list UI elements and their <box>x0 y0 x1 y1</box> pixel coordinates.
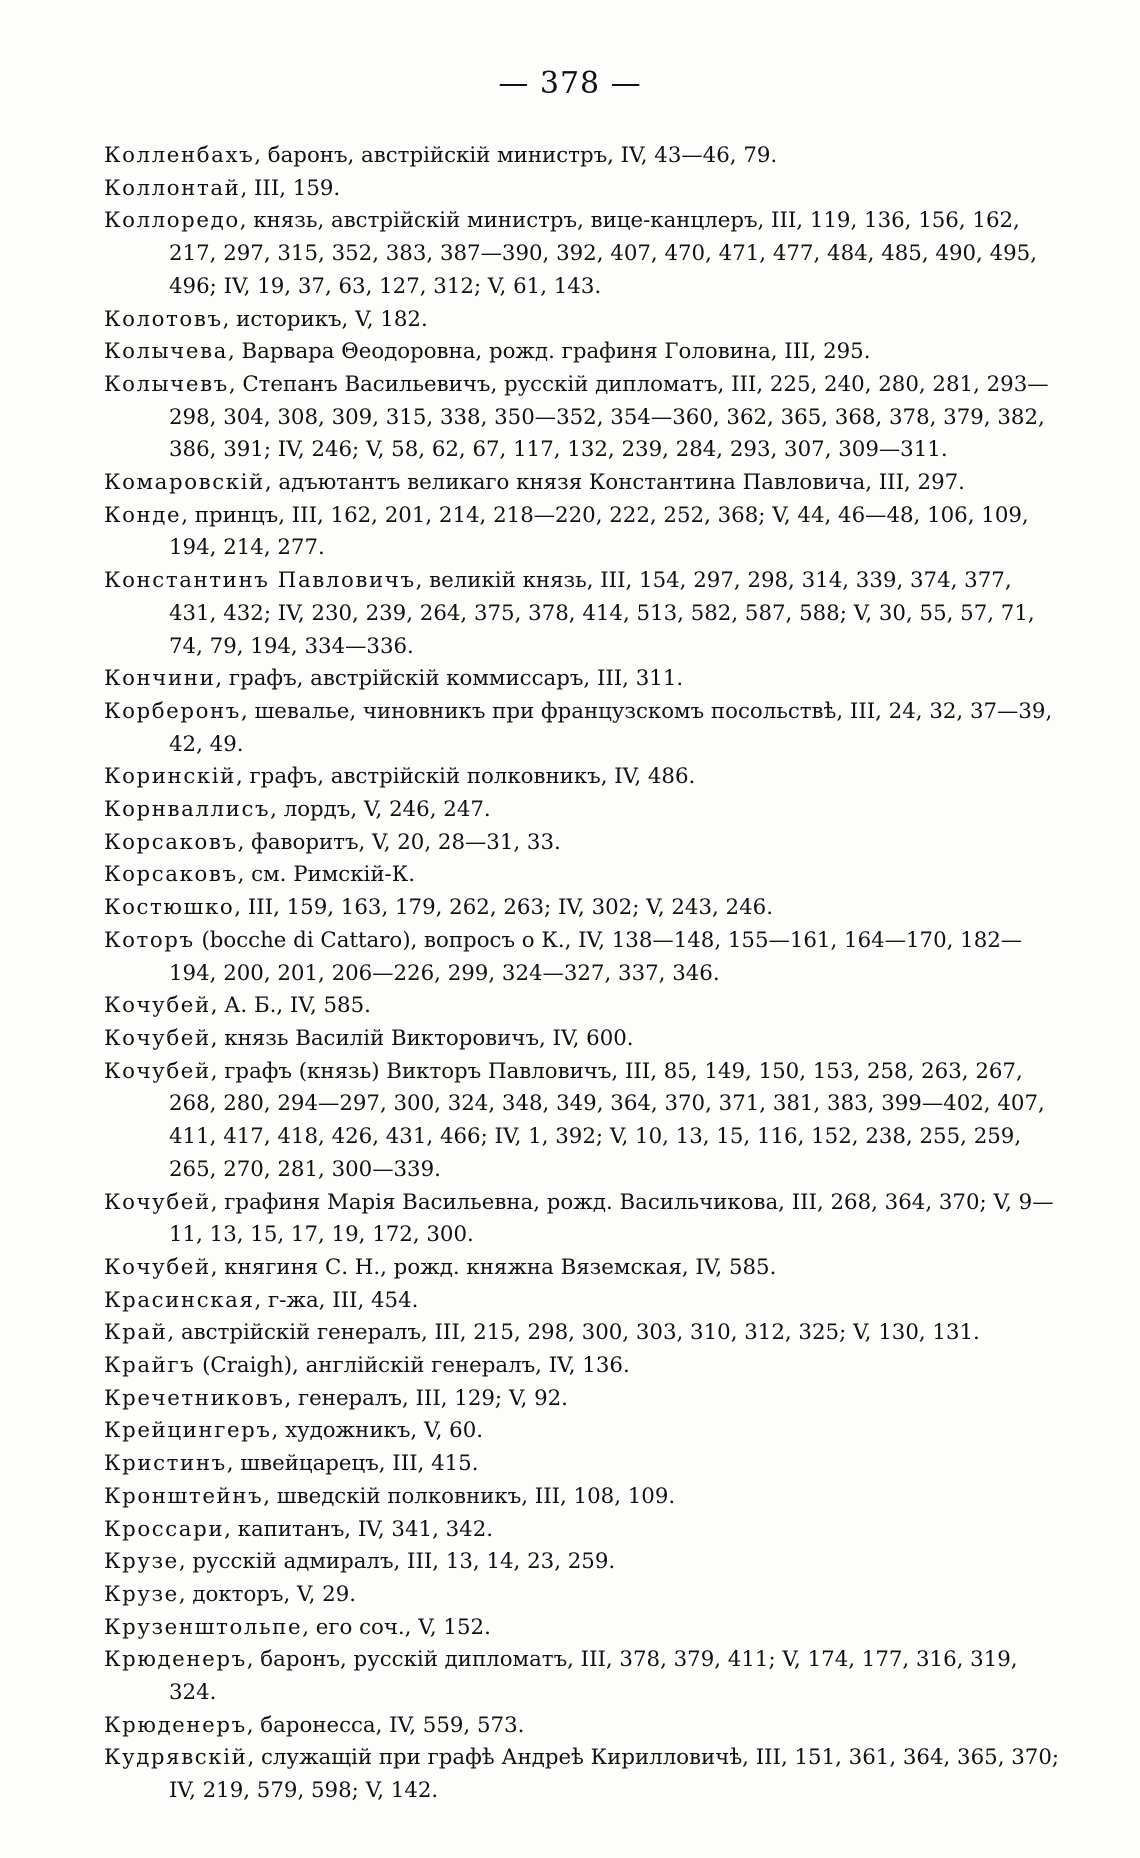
entry-references: , Варвара Θеодоровна, рожд. графиня Головина, III, 295. <box>227 339 871 365</box>
page-number: — 378 — <box>498 66 642 101</box>
entry-references: , князь Василій Викторовичъ, IV, 600. <box>210 1025 634 1051</box>
index-entry <box>104 1448 1062 1481</box>
entry-name: Которъ <box>104 927 195 953</box>
index-entry <box>104 1579 1062 1612</box>
entry-name: Кристинъ <box>104 1451 227 1477</box>
entry-references: (bocche di Cattaro), вопросъ о К., IV, 138—148, 155—161, 164—170, 182—194, 200, 201, 206—226, 299, 324—327, 337, 346. <box>169 927 1023 986</box>
entry-references: , великій князь, III, 154, 297, 298, 314, 339, 374, 377, 431, 432; IV, 230, 239, 264, 375, 378, 414, 513, 582, 587, 588; V, 30, 55, 57, 71, 74, 79, 194, 334—336. <box>169 568 1035 659</box>
entry-references: , фаворитъ, V, 20, 28—31, 33. <box>237 829 561 855</box>
entry-references: , шевалье, чиновникъ при французскомъ посольствѣ, III, 24, 32, 37—39, 42, 49. <box>169 698 1053 757</box>
entry-name: Корсаковъ <box>104 829 238 855</box>
entry-references: , русскій адмиралъ, III, 13, 14, 23, 259. <box>178 1549 616 1575</box>
entry-name: Крузе <box>104 1549 179 1575</box>
index-entry <box>104 1350 1062 1383</box>
index-entry <box>104 1023 1062 1056</box>
index-entry <box>104 827 1062 860</box>
index-entry <box>104 1481 1062 1514</box>
entry-name: Кронштейнъ <box>104 1483 264 1509</box>
entry-references: , лордъ, V, 246, 247. <box>270 797 491 823</box>
entry-name: Колычева <box>104 339 228 365</box>
index-entry <box>104 205 1062 303</box>
entry-references: , докторъ, V, 29. <box>178 1581 357 1607</box>
entry-references: , г-жа, III, 454. <box>254 1287 419 1313</box>
index-entry <box>104 140 1062 173</box>
entry-references: , графъ, австрійскій полковникъ, IV, 486. <box>235 764 696 790</box>
entry-name: Коллоредо <box>104 208 240 234</box>
index-entry <box>104 1415 1062 1448</box>
entry-references: , его соч., V, 152. <box>302 1614 491 1640</box>
entry-references: , графъ, австрійскій коммиссаръ, III, 311. <box>215 666 684 692</box>
entry-name: Корберонъ <box>104 698 241 724</box>
entry-name: Кочубей <box>104 1025 211 1051</box>
index-entry <box>104 696 1062 761</box>
index-entry <box>104 173 1062 206</box>
entry-name: Конде <box>104 502 182 528</box>
entry-references: , баронъ, австрійскій министръ, IV, 43—46, 79. <box>254 143 778 168</box>
entry-name: Колотовъ <box>104 306 223 332</box>
entry-references: , графиня Марія Васильевна, рожд. Васильчикова, III, 268, 364, 370; V, 9—11, 13, 15, 17, 19, 172, 300. <box>169 1189 1054 1248</box>
index-entry <box>104 1252 1062 1285</box>
entry-references: , Степанъ Васильевичъ, русскій дипломатъ, III, 225, 240, 280, 281, 293—298, 304, 308, 309, 315, 338, 350—352, 354—360, 362, 365, 368, 378, 379, 382, 386, 391; IV, 246; V, 58, 62, 67, 117, 132, 239, 284, 293, 307, 309—311. <box>169 371 1049 463</box>
entry-name: Кречетниковъ <box>104 1385 285 1411</box>
index-entry <box>104 1742 1062 1807</box>
index-entry <box>104 336 1062 369</box>
entry-name: Коринскій <box>104 764 236 790</box>
index-entry <box>104 925 1062 990</box>
entry-references: , III, 159. <box>240 175 341 201</box>
index-entry <box>104 761 1062 794</box>
entry-references: , шведскій полковникъ, III, 108, 109. <box>263 1483 676 1509</box>
entry-references: , служащій при графѣ Андреѣ Кирилловичѣ, III, 151, 361, 364, 365, 370; IV, 219, 579, 598; V, 142. <box>169 1745 1060 1804</box>
index-entry <box>104 1546 1062 1579</box>
entry-name: Кочубей <box>104 1254 211 1280</box>
index-entry <box>104 304 1062 337</box>
entry-name: Коллонтай <box>104 175 241 201</box>
entry-references: , принцъ, III, 162, 201, 214, 218—220, 222, 252, 368; V, 44, 46—48, 106, 109, 194, 214, 277. <box>169 502 1029 561</box>
index-entry <box>104 500 1062 565</box>
index-entry <box>104 1612 1062 1645</box>
entry-references: , А. Б., IV, 585. <box>210 993 371 1019</box>
index-entry <box>104 859 1062 892</box>
entry-name: Крюденеръ <box>104 1647 247 1673</box>
entry-references: (Craigh), англійскій генералъ, IV, 136. <box>195 1353 630 1379</box>
entry-references: , графъ (князь) Викторъ Павловичъ, III, 85, 149, 150, 153, 258, 263, 267, 268, 280, 294—297, 300, 324, 348, 349, 364, 370, 371, 381, 383, 399—402, 407, 411, 417, 418, 426, 431, 466; IV, 1, 392; V, 10, 13, 15, 116, 152, 238, 255, 259, 265, 270, 281, 300—339. <box>169 1058 1045 1182</box>
entry-name: Крайгъ <box>104 1353 196 1379</box>
entry-references: , художникъ, V, 60. <box>271 1418 484 1444</box>
entry-name: Колычевъ <box>104 371 229 397</box>
entry-name: Корсаковъ <box>104 862 238 888</box>
entry-references: , баронесса, IV, 559, 573. <box>246 1712 525 1738</box>
entry-references: , баронъ, русскій дипломатъ, III, 378, 379, 411; V, 174, 177, 316, 319, 324. <box>169 1647 1018 1706</box>
index-entry <box>104 467 1062 500</box>
entry-references: , III, 159, 163, 179, 262, 263; IV, 302; V, 243, 246. <box>234 895 773 921</box>
index-entry <box>104 565 1062 663</box>
entry-name: Крюденеръ <box>104 1712 247 1738</box>
entry-references: , генералъ, III, 129; V, 92. <box>284 1385 568 1411</box>
entry-name: Кочубей <box>104 1189 211 1215</box>
index-entry <box>104 892 1062 925</box>
index-entry <box>104 794 1062 827</box>
entry-name: Константинъ Павловичъ <box>104 568 416 594</box>
entry-name: Костюшко <box>104 895 235 921</box>
entry-name: Комаровскій <box>104 470 265 496</box>
index-entry <box>104 1317 1062 1350</box>
entry-name: Колленбахъ <box>104 143 255 168</box>
entry-name: Кудрявскій <box>104 1745 248 1771</box>
entry-name: Красинская <box>104 1287 255 1313</box>
entry-name: Корнваллисъ <box>104 797 271 823</box>
entry-references: , княгиня С. Н., рожд. княжна Вяземская, IV, 585. <box>210 1254 777 1280</box>
entry-references: , историкъ, V, 182. <box>222 306 428 332</box>
entry-name: Кончини <box>104 666 216 692</box>
entry-references: , см. Римскій-К. <box>237 862 415 888</box>
index-entry <box>104 990 1062 1023</box>
index-entry <box>104 1644 1062 1709</box>
entry-name: Крузе <box>104 1581 179 1607</box>
entry-references: , капитанъ, IV, 341, 342. <box>224 1516 494 1542</box>
index-entry <box>104 1710 1062 1743</box>
index-entry <box>104 1187 1062 1252</box>
entry-references: , адъютантъ великаго князя Константина Павловича, III, 297. <box>264 470 965 496</box>
index-entry <box>104 1514 1062 1547</box>
entry-references: , князь, австрійскій министръ, вице-канцлеръ, III, 119, 136, 156, 162, 217, 297, 315, 352, 383, 387—390, 392, 407, 470, 471, 477, 484, 485, 490, 495, 496; IV, 19, 37, 63, 127, 312; V, 61, 143. <box>169 208 1038 299</box>
index-entry <box>104 369 1062 467</box>
index-entry <box>104 1056 1062 1187</box>
index-entry <box>104 1285 1062 1318</box>
entry-name: Крейцингеръ <box>104 1418 272 1444</box>
index-entries <box>104 140 1062 1808</box>
entry-name: Крузенштольпе <box>104 1614 303 1640</box>
index-entry <box>104 663 1062 696</box>
entry-references: , швейцарецъ, III, 415. <box>226 1451 479 1477</box>
entry-name: Кроссари <box>104 1516 225 1542</box>
entry-name: Кочубей <box>104 993 211 1019</box>
entry-name: Край <box>104 1320 168 1346</box>
entry-references: , австрійскій генералъ, III, 215, 298, 300, 303, 310, 312, 325; V, 130, 131. <box>167 1320 980 1346</box>
entry-name: Кочубей <box>104 1058 211 1084</box>
index-entry <box>104 1383 1062 1416</box>
